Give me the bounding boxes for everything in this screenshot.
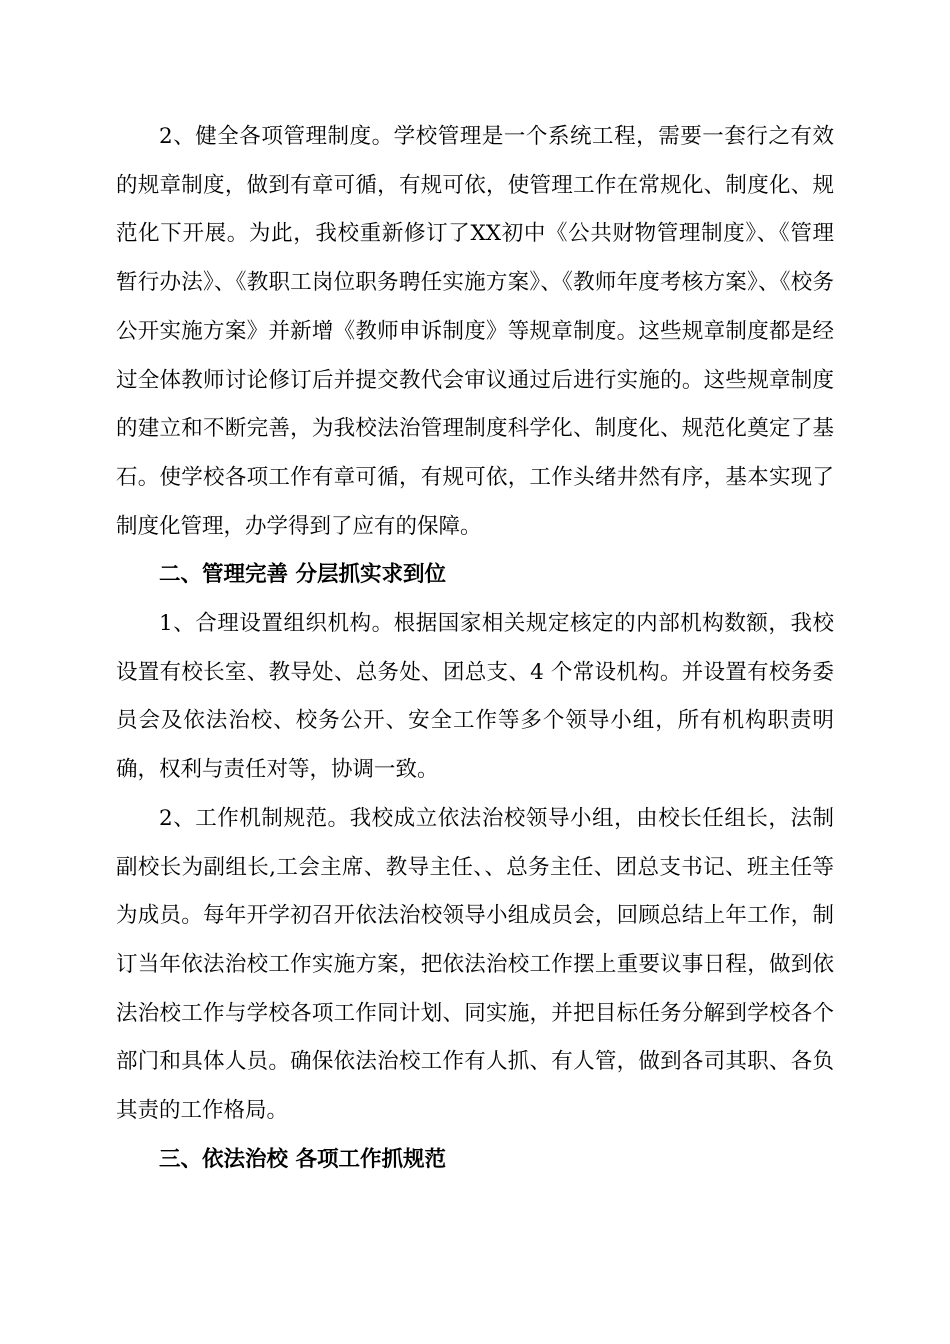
paragraph-rules-system: 2、健全各项管理制度。学校管理是一个系统工程，需要一套行之有效的规章制度，做到有章可循，有规可依，使管理工作在常规化、制度化、规范化下开展。为此，我校重新修订了XX初中《公共财物管理制度》、《管理暂行办法》、《教职工岗位职务聘任实施方案》、《教师年度考核方案》、《校务公开实施方案》并新增《教师申诉制度》等规章制度。这些规章制度都是经过全体教师讨论修订后并提交教代会审议通过后进行实施的。这些规章制度的建立和不断完善，为我校法治管理制度科学化、制度化、规范化奠定了基石。使学校各项工作有章可循，有规可依，工作头绪井然有序，基本实现了制度化管理，办学得到了应有的保障。 [116,124,834,539]
section-heading-management: 二、管理完善 分层抓实求到位 [159,562,446,588]
section-heading-rule-of-law: 三、依法治校 各项工作抓规范 [159,1146,446,1172]
paragraph-organization: 1、合理设置组织机构。根据国家相关规定核定的内部机构数额，我校设置有校长室、教导处、总务处、团总支、4 个常设机构。并设置有校务委员会及依法治校、校务公开、安全工作等多个领导小组，所有机构职责明确，权利与责任对等，协调一致。 [116,611,834,783]
document-body [116,113,834,1184]
paragraph-work-mechanism: 2、工作机制规范。我校成立依法治校领导小组，由校长任组长，法制副校长为副组长,工会主席、教导主任、、总务主任、团总支书记、班主任等为成员。每年开学初召开依法治校领导小组成员会，回顾总结上年工作，制订当年依法治校工作实施方案，把依法治校工作摆上重要议事日程，做到依法治校工作与学校各项工作同计划、同实施，并把目标任务分解到学校各个部门和具体人员。确保依法治校工作有人抓、有人管，做到各司其职、各负其责的工作格局。 [116,805,834,1124]
